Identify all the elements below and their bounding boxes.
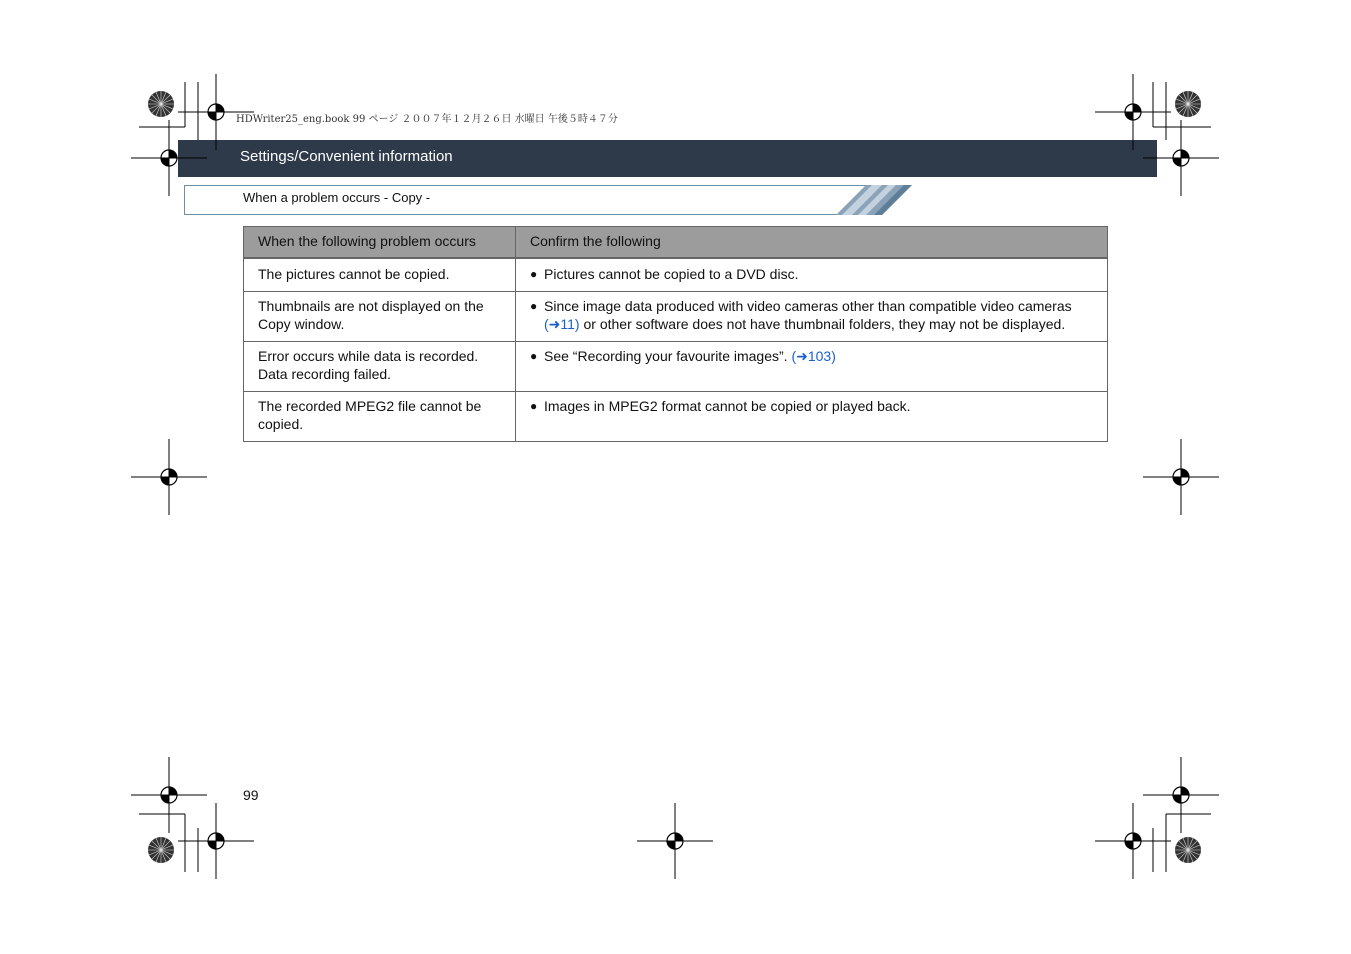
bullet-icon: ● — [530, 299, 538, 313]
column-header: When the following problem occurs — [244, 227, 516, 258]
bullet-icon: ● — [530, 349, 538, 363]
starburst-mark-icon — [148, 837, 174, 863]
page-number: 99 — [243, 787, 259, 803]
section-title: Settings/Convenient information — [240, 148, 453, 165]
problem-cell: The recorded MPEG2 file cannot be copied. — [244, 392, 516, 442]
column-header: Confirm the following — [516, 227, 1108, 258]
registration-mark-icon — [131, 439, 207, 515]
page-reference-link[interactable]: (➜11) — [544, 316, 580, 332]
confirm-text: Images in MPEG2 format cannot be copied or played back. — [544, 398, 911, 414]
print-info: HDWriter25_eng.book 99 ページ ２００７年１２月２６日 水曜日 午後５時４７分 — [236, 114, 618, 125]
confirm-text: See “Recording your favourite images”. — [544, 348, 792, 364]
confirm-text-continued: or other software does not have thumbnail folders, they may not be displayed. — [579, 316, 1066, 332]
confirm-text: Pictures cannot be copied to a DVD disc. — [544, 266, 799, 282]
registration-mark-icon — [1143, 439, 1219, 515]
registration-mark-icon — [178, 803, 254, 879]
registration-mark-icon — [1143, 757, 1219, 833]
registration-mark-icon — [131, 757, 207, 833]
starburst-mark-icon — [148, 91, 174, 117]
subheader-title: When a problem occurs - Copy - — [243, 190, 431, 205]
registration-mark-icon — [178, 74, 254, 150]
bullet-icon: ● — [530, 267, 538, 281]
problem-cell: Error occurs while data is recorded. Data recording failed. — [244, 342, 516, 392]
confirm-text: Since image data produced with video cameras other than compatible video cameras — [544, 298, 1072, 314]
registration-mark-icon — [1143, 120, 1219, 196]
registration-mark-icon — [637, 803, 713, 879]
registration-mark-icon — [1095, 74, 1171, 150]
problem-cell: Thumbnails are not displayed on the Copy window. — [244, 292, 516, 342]
bullet-icon: ● — [530, 399, 538, 413]
starburst-mark-icon — [1175, 837, 1201, 863]
registration-mark-icon — [1095, 803, 1171, 879]
starburst-mark-icon — [1175, 91, 1201, 117]
page-reference-link[interactable]: (➜103) — [791, 348, 836, 364]
problem-cell: The pictures cannot be copied. — [244, 259, 516, 292]
registration-mark-icon — [131, 120, 207, 196]
